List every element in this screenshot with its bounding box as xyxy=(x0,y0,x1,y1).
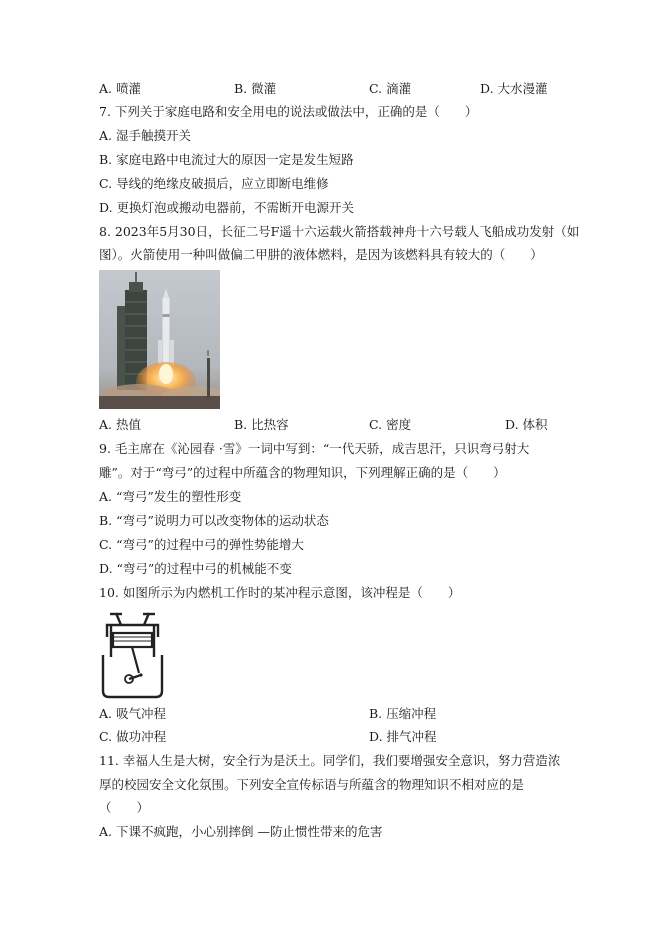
rocket-launch-image xyxy=(99,270,220,409)
q6-option-c: C. 滴灌 xyxy=(369,81,412,96)
q9-stem-line1: 9. 毛主席在《沁园春 ·雪》一词中写到：“一代天骄，成吉思汗，只识弯弓射大 xyxy=(99,441,530,456)
q7-option-c: C. 导线的绝缘皮破损后，应立即断电维修 xyxy=(99,176,329,191)
engine-stroke-diagram xyxy=(99,611,166,699)
q11-stem-line3: （ ） xyxy=(99,800,150,815)
q6-option-a: A. 喷灌 xyxy=(99,81,141,96)
q10-option-d: D. 排气冲程 xyxy=(369,729,437,744)
q11-stem-line2: 厚的校园安全文化氛围。下列安全宣传标语与所蕴含的物理知识不相对应的是 xyxy=(99,777,525,792)
q11-option-a: A. 下课不疯跑，小心别摔倒 —防止惯性带来的危害 xyxy=(99,824,383,839)
q7-option-d: D. 更换灯泡或搬动电器前，不需断开电源开关 xyxy=(99,200,355,215)
q9-stem-line2: 雕”。对于“弯弓”的过程中所蕴含的物理知识，下列理解正确的是（ ） xyxy=(99,465,506,480)
q8-stem-line1: 8. 2023年5月30日，长征二号F遥十六运载火箭搭载神舟十六号载人飞船成功发射（如 xyxy=(99,224,580,239)
q8-option-c: C. 密度 xyxy=(369,417,412,432)
q8-stem-line2: 图）。火箭使用一种叫做偏二甲肼的液体燃料，是因为该燃料具有较大的（ ） xyxy=(99,247,543,262)
q6-option-d: D. 大水漫灌 xyxy=(480,81,548,96)
q9-option-c: C. “弯弓”的过程中弓的弹性势能增大 xyxy=(99,537,304,552)
q9-option-a: A. “弯弓”发生的塑性形变 xyxy=(99,489,242,504)
q7-option-a: A. 湿手触摸开关 xyxy=(99,128,191,143)
q8-option-d: D. 体积 xyxy=(505,417,548,432)
combustion-engine-figure xyxy=(99,611,166,699)
q7-option-b: B. 家庭电路中电流过大的原因一定是发生短路 xyxy=(99,152,354,167)
q7-stem: 7. 下列关于家庭电路和安全用电的说法或做法中，正确的是（ ） xyxy=(99,104,478,119)
rocket-launch-photo xyxy=(99,270,220,409)
q10-option-a: A. 吸气冲程 xyxy=(99,706,166,721)
q10-option-b: B. 压缩冲程 xyxy=(369,706,437,721)
q8-option-b: B. 比热容 xyxy=(234,417,289,432)
q6-option-b: B. 微灌 xyxy=(234,81,277,96)
q10-option-c: C. 做功冲程 xyxy=(99,729,167,744)
q11-stem-line1: 11. 幸福人生是大树，安全行为是沃土。同学们，我们要增强安全意识，努力营造浓 xyxy=(99,753,561,768)
q9-option-b: B. “弯弓”说明力可以改变物体的运动状态 xyxy=(99,513,329,528)
q8-option-a: A. 热值 xyxy=(99,417,141,432)
q9-option-d: D. “弯弓”的过程中弓的机械能不变 xyxy=(99,561,292,576)
q10-stem: 10. 如图所示为内燃机工作时的某冲程示意图，该冲程是（ ） xyxy=(99,585,461,600)
